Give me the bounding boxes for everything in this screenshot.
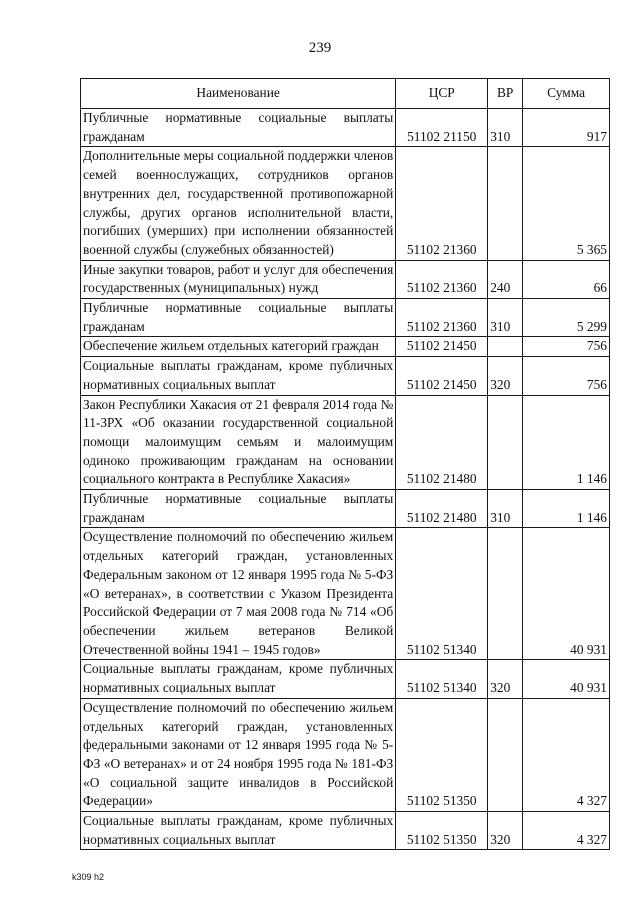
row-sum-cell: 40 931 (523, 660, 610, 698)
table-row (81, 337, 610, 357)
table-row (81, 660, 610, 698)
row-sum-cell: 4 327 (523, 698, 610, 811)
row-sum-cell: 756 (523, 357, 610, 395)
row-name-cell: Осуществление полномочий по обеспечению жильем отдельных категорий граждан, установленных федеральными законами от 12 января 1995 года № 5-ФЗ «О ветеранах» и от 24 ноября 1995 года № 181-ФЗ «О социальной защите инвалидов в Российской Федерации» (81, 698, 396, 811)
row-name-cell: Обеспечение жильем отдельных категорий граждан (81, 337, 396, 357)
row-csr-cell: 51102 51350 (396, 698, 488, 811)
row-vr-cell: 320 (488, 660, 523, 698)
table-row (81, 812, 610, 850)
header-name: Наименование (81, 79, 396, 109)
table-row (81, 395, 610, 490)
row-vr-cell (488, 147, 523, 260)
row-vr-cell: 310 (488, 490, 523, 528)
header-csr: ЦСР (396, 79, 488, 109)
table-row (81, 698, 610, 811)
row-vr-cell: 310 (488, 109, 523, 147)
row-sum-cell: 40 931 (523, 528, 610, 660)
row-name-cell: Дополнительные меры социальной поддержки членов семей военнослужащих, сотрудников органов внутренних дел, государственной противопожарной службы, других органов исполнительной власти, погибших (умерших) при исполнении обязанностей военной службы (служебных обязанностей) (81, 147, 396, 260)
table-row (81, 528, 610, 660)
budget-table (80, 78, 610, 850)
row-vr-cell (488, 337, 523, 357)
row-sum-cell: 5 365 (523, 147, 610, 260)
row-vr-cell: 310 (488, 299, 523, 337)
table-row (81, 147, 610, 260)
row-name-cell: Иные закупки товаров, работ и услуг для обеспечения государственных (муниципальных) нужд (81, 260, 396, 298)
row-vr-cell: 240 (488, 260, 523, 298)
row-csr-cell: 51102 21360 (396, 147, 488, 260)
footer-code: k309 h2 (72, 872, 105, 882)
row-sum-cell: 5 299 (523, 299, 610, 337)
row-csr-cell: 51102 21450 (396, 357, 488, 395)
page-number: 239 (308, 40, 332, 56)
row-sum-cell: 4 327 (523, 812, 610, 850)
table-row (81, 109, 610, 147)
row-name-cell: Публичные нормативные социальные выплаты гражданам (81, 299, 396, 337)
row-csr-cell: 51102 21360 (396, 260, 488, 298)
row-sum-cell: 1 146 (523, 490, 610, 528)
row-name-cell: Осуществление полномочий по обеспечению жильем отдельных категорий граждан, установленных Федеральным законом от 12 января 1995 года № 5-ФЗ «О ветеранах», в соответствии с Указом Президента Российской Федерации от 7 мая 2008 года № 714 «Об обеспечении жильем ветеранов Великой Отечественной войны 1941 – 1945 годов» (81, 528, 396, 660)
row-vr-cell (488, 698, 523, 811)
row-csr-cell: 51102 51340 (396, 528, 488, 660)
table-header-row (81, 79, 610, 109)
row-csr-cell: 51102 21480 (396, 395, 488, 490)
row-name-cell: Социальные выплаты гражданам, кроме публичных нормативных социальных выплат (81, 357, 396, 395)
table-row (81, 299, 610, 337)
row-name-cell: Социальные выплаты гражданам, кроме публичных нормативных социальных выплат (81, 660, 396, 698)
row-name-cell: Публичные нормативные социальные выплаты гражданам (81, 109, 396, 147)
row-vr-cell (488, 395, 523, 490)
row-sum-cell: 66 (523, 260, 610, 298)
row-csr-cell: 51102 51340 (396, 660, 488, 698)
row-name-cell: Закон Республики Хакасия от 21 февраля 2014 года № 11-ЗРХ «Об оказании государственной социальной помощи малоимущим семьям и малоимущим одиноко проживающим гражданам на основании социального контракта в Республике Хакасия» (81, 395, 396, 490)
row-csr-cell: 51102 21360 (396, 299, 488, 337)
row-sum-cell: 756 (523, 337, 610, 357)
row-sum-cell: 917 (523, 109, 610, 147)
table-row (81, 357, 610, 395)
row-csr-cell: 51102 51350 (396, 812, 488, 850)
row-vr-cell: 320 (488, 812, 523, 850)
row-vr-cell (488, 528, 523, 660)
header-vr: ВР (488, 79, 523, 109)
table-row (81, 260, 610, 298)
row-name-cell: Публичные нормативные социальные выплаты гражданам (81, 490, 396, 528)
row-csr-cell: 51102 21150 (396, 109, 488, 147)
row-csr-cell: 51102 21450 (396, 337, 488, 357)
header-sum: Сумма (523, 79, 610, 109)
row-csr-cell: 51102 21480 (396, 490, 488, 528)
row-name-cell: Социальные выплаты гражданам, кроме публичных нормативных социальных выплат (81, 812, 396, 850)
row-vr-cell: 320 (488, 357, 523, 395)
table-row (81, 490, 610, 528)
row-sum-cell: 1 146 (523, 395, 610, 490)
